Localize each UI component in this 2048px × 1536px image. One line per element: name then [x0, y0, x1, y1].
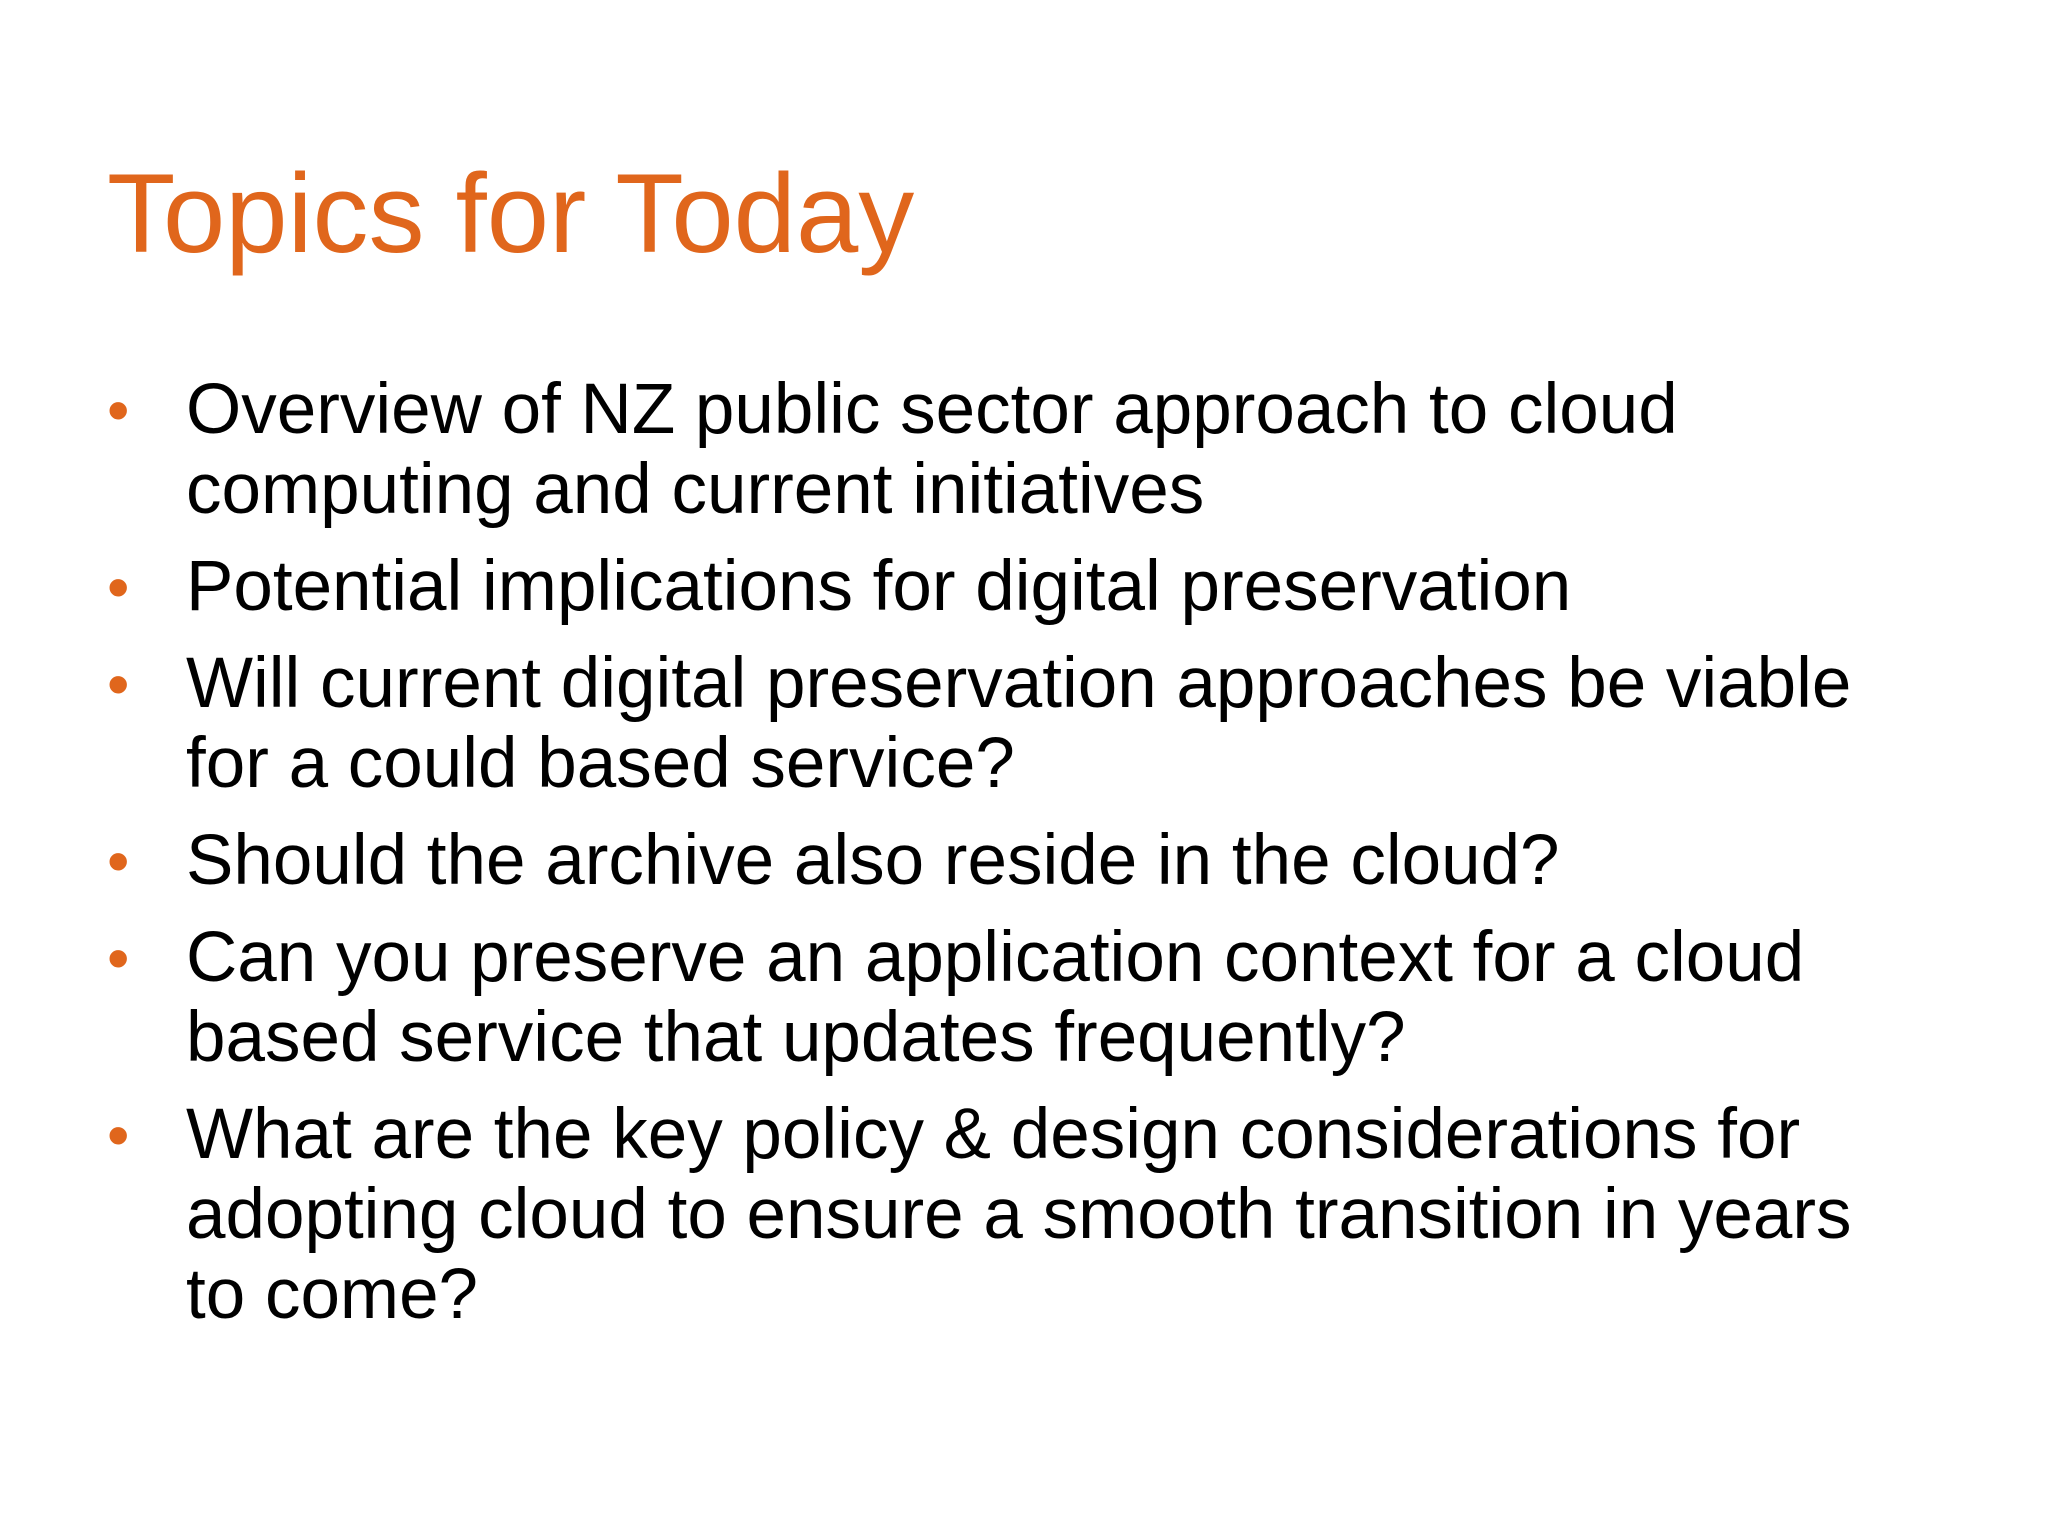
bullet-item-2: [107, 547, 2007, 627]
bullet-line: computing and current initiatives: [186, 450, 1205, 529]
bullet-list: [107, 370, 2007, 1352]
bullet-line: Can you preserve an application context for a cloud: [186, 918, 1805, 997]
bullet-line: Will current digital preservation approaches be viable: [186, 644, 1852, 723]
bullet-dot-icon: •: [107, 374, 130, 446]
bullet-item-6: [107, 1095, 2007, 1335]
bullet-line: Overview of NZ public sector approach to cloud: [186, 370, 1678, 449]
bullet-line: adopting cloud to ensure a smooth transition in years: [186, 1175, 1852, 1254]
bullet-line: Should the archive also reside in the cloud?: [186, 821, 1560, 900]
bullet-line: What are the key policy & design considerations for: [186, 1095, 1801, 1174]
bullet-item-5: [107, 918, 2007, 1078]
bullet-line: Potential implications for digital preservation: [186, 547, 1572, 626]
bullet-line: for a could based service?: [186, 724, 1015, 803]
bullet-dot-icon: •: [107, 551, 130, 623]
bullet-dot-icon: •: [107, 922, 130, 994]
bullet-item-3: [107, 644, 2007, 804]
bullet-item-1: [107, 370, 2007, 530]
slide-title: Topics for Today: [107, 151, 915, 276]
bullet-dot-icon: •: [107, 1099, 130, 1171]
bullet-item-4: [107, 821, 2007, 901]
bullet-dot-icon: •: [107, 648, 130, 720]
bullet-line: based service that updates frequently?: [186, 998, 1406, 1077]
bullet-line: to come?: [186, 1255, 479, 1334]
bullet-dot-icon: •: [107, 825, 130, 897]
